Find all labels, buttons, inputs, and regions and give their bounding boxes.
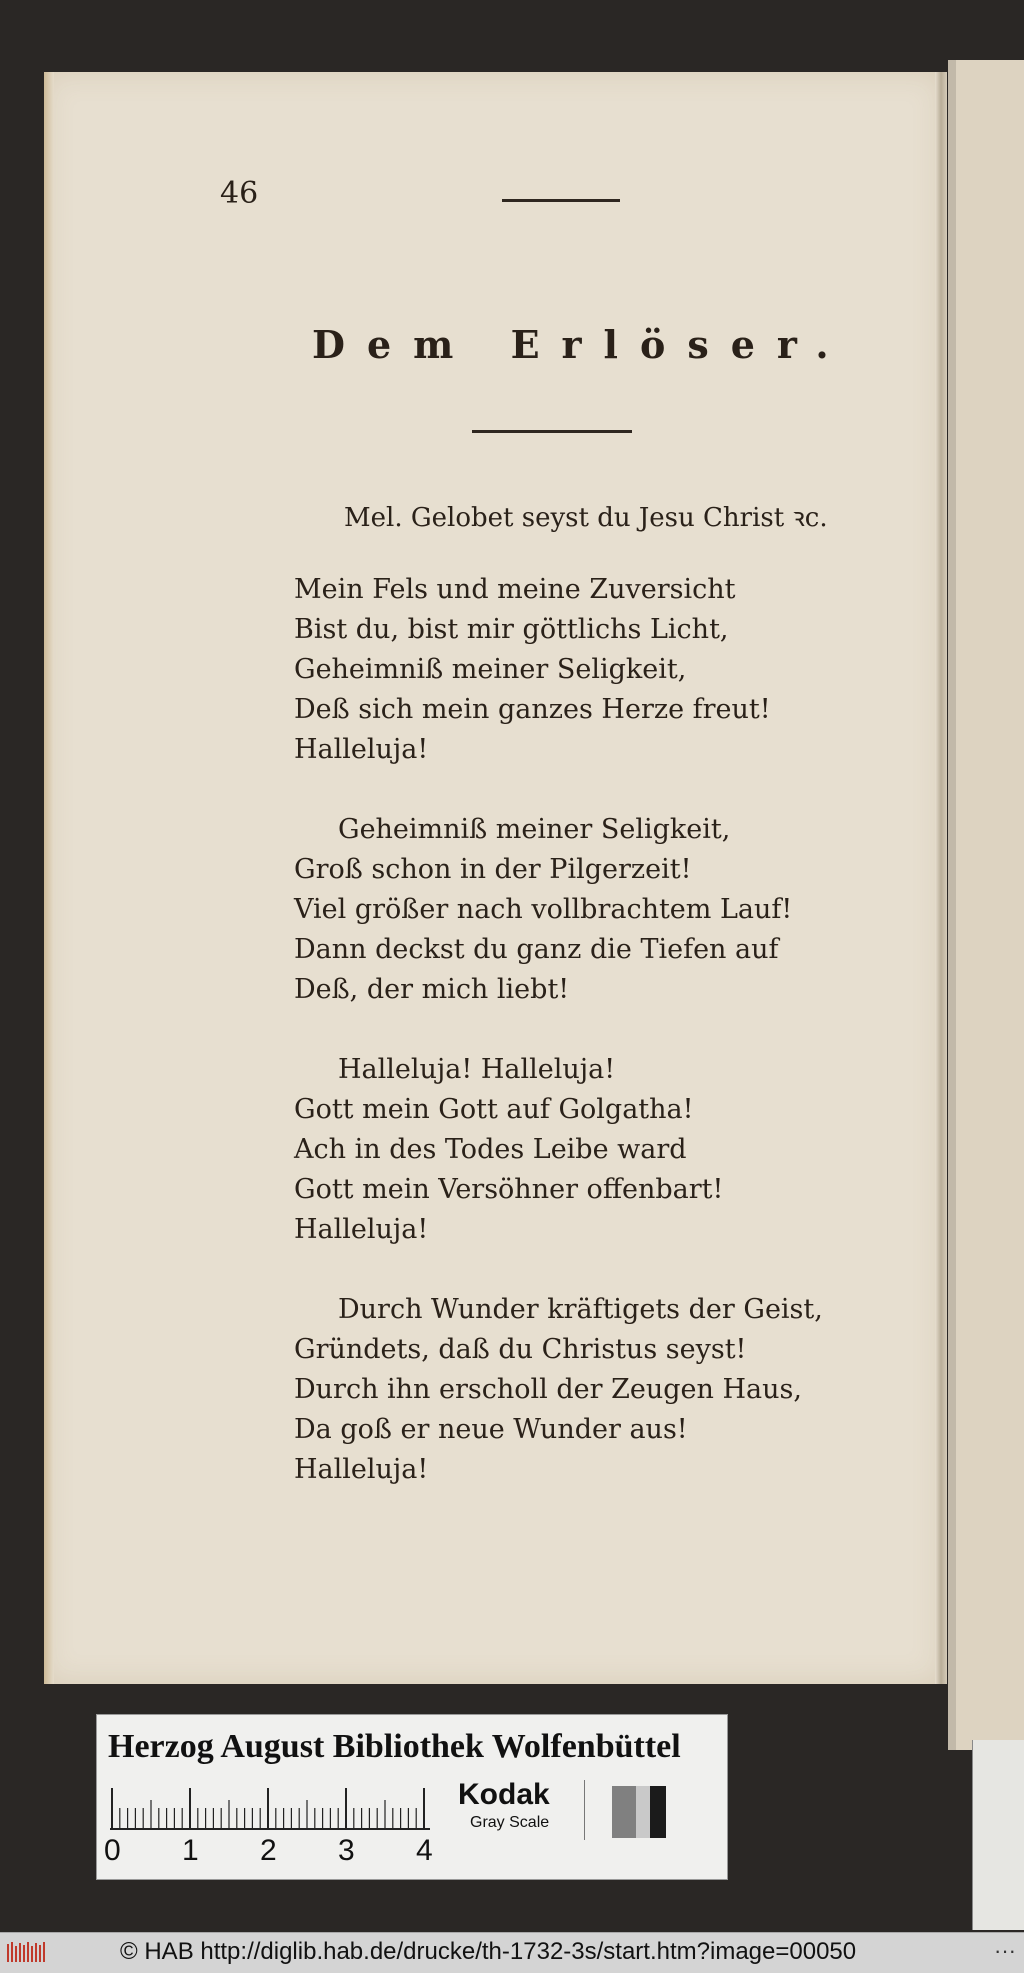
verse-line: Durch ihn erscholl der Zeugen Haus, <box>294 1374 802 1405</box>
melody-line: Mel. Gelobet seyst du Jesu Christ ꝛc. <box>344 503 828 533</box>
verse-line: Gott mein Versöhner offenbart! <box>294 1174 724 1205</box>
scale-number: 2 <box>260 1834 277 1867</box>
scale-number: 0 <box>104 1834 121 1867</box>
more-icon[interactable]: ··· <box>994 1938 1016 1963</box>
poem-title: Dem Erlöser. <box>312 322 851 367</box>
verse-line: Geheimniß meiner Seligkeit, <box>294 654 687 685</box>
footer-url-link[interactable]: © HAB http://diglib.hab.de/drucke/th-1732-3s/start.htm?image=00050 <box>120 1938 857 1965</box>
verse-line: Gott mein Gott auf Golgatha! <box>294 1094 694 1125</box>
verse-line: Da goß er neue Wunder aus! <box>294 1414 688 1445</box>
facing-page-shadow <box>948 60 956 1750</box>
verse-line: Durch Wunder kräftigets der Geist, <box>338 1294 823 1325</box>
verse-line: Halleluja! <box>294 1214 429 1245</box>
gray-swatch <box>612 1786 636 1838</box>
header-rule <box>502 199 620 202</box>
facing-page-edge <box>948 60 1024 1750</box>
verse-line: Ach in des Todes Leibe ward <box>294 1134 687 1165</box>
verse-line: Viel größer nach vollbrachtem Lauf! <box>294 894 793 925</box>
scale-number: 4 <box>416 1834 433 1867</box>
verse-line: Bist du, bist mir göttlichs Licht, <box>294 614 729 645</box>
verse-line: Groß schon in der Pilgerzeit! <box>294 854 692 885</box>
second-color-card <box>972 1740 1024 1930</box>
swatch-divider <box>584 1780 585 1840</box>
kodak-brand: Kodak <box>458 1778 550 1811</box>
verse-line: Mein Fels und meine Zuversicht <box>294 574 736 605</box>
card-title: Herzog August Bibliothek Wolfenbüttel <box>108 1728 681 1765</box>
light-swatch <box>636 1786 650 1838</box>
ruler-scale <box>110 1784 430 1830</box>
verse-line: Halleluja! <box>294 1454 429 1485</box>
page-gutter <box>935 72 947 1684</box>
black-swatch <box>650 1786 666 1838</box>
gray-scale-label: Gray Scale <box>470 1814 550 1831</box>
verse-line: Geheimniß meiner Seligkeit, <box>338 814 731 845</box>
verse-line: Deß, der mich liebt! <box>294 974 570 1005</box>
verse-line: Halleluja! <box>294 734 429 765</box>
verse-line: Halleluja! Halleluja! <box>338 1054 616 1085</box>
page-number: 46 <box>220 176 259 211</box>
scale-number: 1 <box>182 1834 199 1867</box>
title-rule <box>472 430 632 433</box>
page-edge <box>44 72 54 1684</box>
verse-line: Deß sich mein ganzes Herze freut! <box>294 694 771 725</box>
hab-barcode-logo-icon[interactable] <box>6 1940 46 1964</box>
verse-line: Dann deckst du ganz die Tiefen auf <box>294 934 779 965</box>
scale-number: 3 <box>338 1834 355 1867</box>
verse-line: Gründets, daß du Christus seyst! <box>294 1334 747 1365</box>
